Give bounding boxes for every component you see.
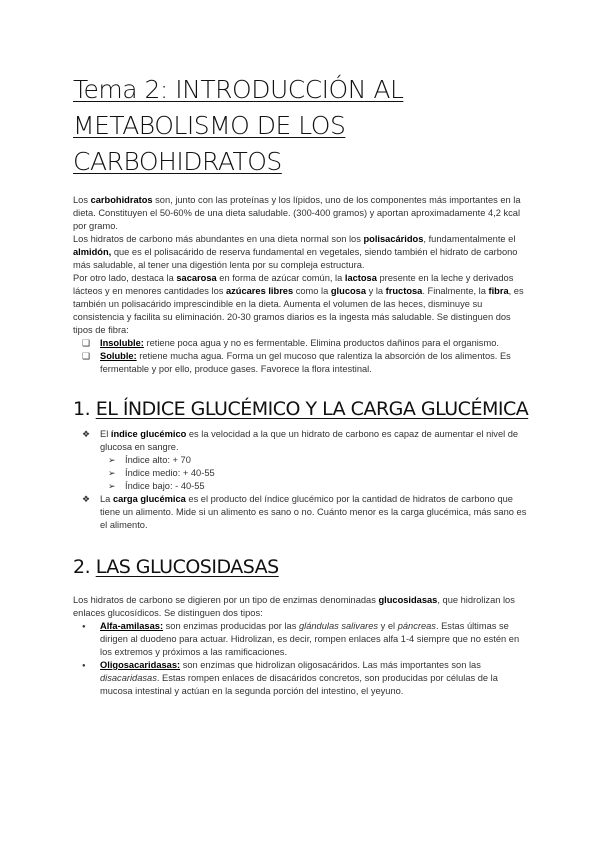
list-item [73, 350, 531, 376]
list-item [73, 480, 531, 493]
arrow-bullet-icon: ➢ [108, 468, 116, 478]
dot-bullet-icon: ● [82, 663, 86, 669]
section-heading-2 [73, 554, 531, 580]
paragraph [73, 272, 531, 337]
bold-term: sacarosa [176, 273, 217, 283]
list-item [73, 467, 531, 480]
underlined-term: Oligosacaridasas: [100, 660, 181, 670]
bold-term: lactosa [344, 273, 377, 283]
text-run: Los hidratos de carbono se digieren por un tipo de enzimas denominadas [73, 595, 379, 605]
text-run: y el [378, 621, 398, 631]
text-run: , fundamentalmente el [423, 234, 516, 244]
list-item [73, 454, 531, 467]
text-run: Los hidratos de carbono más abundantes en una dieta normal son los [73, 234, 364, 244]
paragraph [73, 594, 531, 620]
title-line: Tema 2: INTRODUCCIÓN AL [73, 75, 404, 104]
text-run: presente en la leche y derivados lácteos y en menores cantidades los [73, 273, 514, 296]
list-item [73, 428, 531, 454]
arrow-bullet-icon: ➢ [108, 455, 116, 465]
bold-term: fibra [488, 286, 509, 296]
item-text [100, 621, 519, 657]
item-text: Índice medio: + 40-55 [125, 468, 215, 478]
item-text [100, 660, 498, 696]
bold-term: carga glucémica [112, 494, 186, 504]
item-text: Índice alto: + 70 [125, 455, 191, 465]
arrow-bullet-icon: ➢ [108, 481, 116, 491]
list-item [73, 659, 531, 698]
item-text [100, 351, 511, 374]
text-run: son, junto con las proteínas y los lípidos, uno de los componentes más importantes en la dieta. Constituyen el 50-60% de una dieta saludable. (300-400 gramos) y aportan aproximadamente 4,2 kcal por gramo. [73, 195, 521, 231]
section-number: 1. [73, 398, 91, 420]
text-run: La [100, 494, 113, 504]
title-line: CARBOHIDRATOS [73, 147, 282, 176]
checkbox-bullet-icon: ❑ [82, 351, 91, 361]
enzyme-list [73, 620, 531, 698]
underlined-term: Insoluble: [100, 338, 144, 348]
bold-term: glucosidasas [378, 595, 438, 605]
title-line: METABOLISMO DE LOS [73, 111, 346, 140]
item-text [100, 429, 518, 452]
text-run: es la velocidad a la que un hidrato de carbono es capaz de aumentar el nivel de glucosa en sangre. [100, 429, 519, 452]
text-run: son enzimas que hidrolizan oligosacáridos. Las más importantes son las [180, 660, 481, 670]
text-run: retiene poca agua y no es fermentable. Elimina productos dañinos para el organismo. [143, 338, 499, 348]
italic-text: disacaridasas [100, 673, 157, 683]
text-run: El [100, 429, 111, 439]
fibra-list [73, 337, 531, 376]
text-run: en forma de azúcar común, la [216, 273, 345, 283]
text-run: Los [73, 195, 91, 205]
text-run: . Estas rompen enlaces de disacáridos concretos, son producidas por células de la mucosa intestinal y actúan en la segunda porción del intestino, el yeyuno. [100, 673, 498, 696]
checkbox-bullet-icon: ❑ [82, 338, 91, 348]
intro-section [73, 194, 531, 376]
text-run: , es también un polisacárido imprescindible en la dieta. Aumenta el volumen de las heces, disminuye su consistencia y facilita su eliminación. 20-30 gramos diarios es la ingesta más saludable. Se distinguen dos tipos de fibra: [73, 286, 524, 335]
text-run: . Estas últimas se dirigen al duodeno para actuar. Hidrolizan, es decir, rompen enlaces alfa 1-4 siempre que no estén en los extremos y próximos a las ramificaciones. [100, 621, 520, 657]
italic-text: glándulas salivares [298, 621, 379, 631]
bold-term: glucosa [330, 286, 367, 296]
paragraph [73, 233, 531, 272]
section-title: EL ÍNDICE GLUCÉMICO Y LA CARGA GLUCÉMICA [95, 398, 529, 420]
diamond-bullet-icon: ❖ [82, 429, 91, 439]
item-text: Índice bajo: - 40-55 [125, 481, 205, 491]
text-run: , que hidrolizan los enlaces glucosídicos. Se distinguen dos tipos: [73, 595, 515, 618]
bold-term: polisacáridos [363, 234, 424, 244]
text-run: que es el polisacárido de reserva fundamental en vegetales, siendo también el hidrato de carbono más saludable, al tener una digestión lenta por su compleja estructura. [73, 247, 518, 270]
list-item [73, 337, 531, 350]
underlined-term: Alfa-amilasas: [100, 621, 164, 631]
glucemic-list-2 [73, 493, 531, 532]
section-number: 2. [73, 556, 91, 578]
text-run: es el producto del índice glucémico por la cantidad de hidratos de carbono que tiene un alimento. Mide si un alimento es sano o no. Cuánto menor es la carga glucémica, más sano es el alimento. [100, 494, 527, 530]
list-item [73, 493, 531, 532]
glucemic-list [73, 428, 531, 454]
text-run: y la [366, 286, 386, 296]
section-title: LAS GLUCOSIDASAS [95, 556, 279, 578]
list-item [73, 620, 531, 659]
bold-term: azúcares libres [225, 286, 294, 296]
index-sublist [73, 454, 531, 493]
text-run: retiene mucha agua. Forma un gel mucoso que ralentiza la absorción de los alimentos. Es fermentable y por ello, produce gases. Favorece la flora intestinal. [100, 351, 511, 374]
item-text [100, 338, 499, 348]
italic-text: páncreas [397, 621, 436, 631]
section-heading-1 [73, 396, 531, 422]
dot-bullet-icon: ● [82, 624, 86, 630]
paragraph [73, 194, 531, 233]
page-title [73, 72, 531, 180]
section1-content [73, 428, 531, 532]
text-run: Por otro lado, destaca la [73, 273, 177, 283]
underlined-term: Soluble: [100, 351, 137, 361]
bold-term: carbohidratos [90, 195, 153, 205]
text-run: como la [293, 286, 331, 296]
item-text [100, 494, 526, 530]
bold-term: fructosa [385, 286, 423, 296]
text-run: . Finalmente, la [422, 286, 489, 296]
text-run: son enzimas producidas por las [163, 621, 299, 631]
diamond-bullet-icon: ❖ [82, 494, 91, 504]
section2-content [73, 594, 531, 698]
bold-term: índice glucémico [110, 429, 187, 439]
bold-term: almidón, [73, 247, 112, 257]
